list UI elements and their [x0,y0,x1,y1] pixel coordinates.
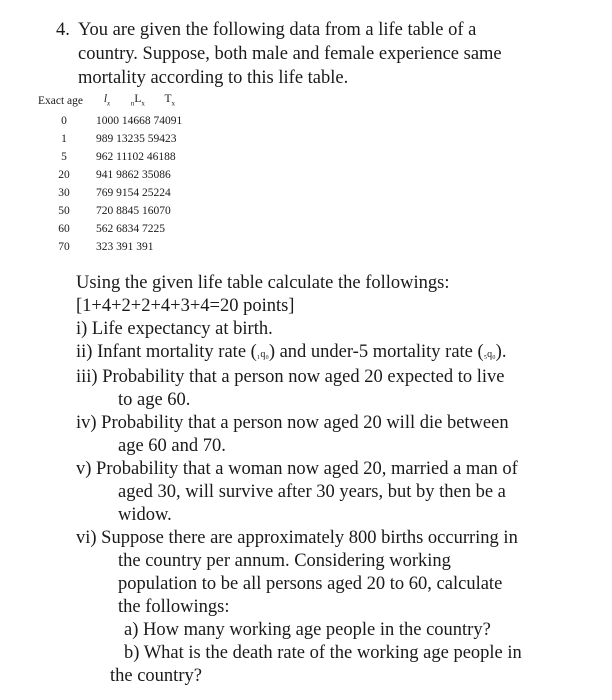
item-vi-a: a) How many working age people in the country? [124,620,491,640]
values-cell: 1000 14668 74091 [96,115,183,128]
values-cell: 769 9154 25224 [96,187,171,200]
question-text-1: You are given the following data from a life table of a [78,20,477,40]
item-iv-line-1: iv) Probability that a person now aged 20 will die between [76,413,509,433]
age-cell: 0 [61,115,67,128]
question-line-3: mortality according to this life table. [78,68,349,88]
item-iii-line-1: iii) Probability that a person now aged 20 expected to live [76,367,505,387]
age-cell: 60 [58,223,70,236]
table-row [38,220,182,238]
instructions-intro: Using the given life table calculate the followings: [76,273,450,293]
age-cell: 70 [58,241,70,254]
item-iv-line-2: age 60 and 70. [118,436,226,456]
instructions-block [76,272,596,688]
header-lx: $l_x$ [103,93,111,108]
item-vi-line-3: population to be all persons aged 20 to 60, calculate [118,574,503,594]
age-cell: 20 [58,169,70,182]
header-nLx: $_nL_x$ [130,93,145,108]
item-v-line-2: aged 30, will survive after 30 years, but by then be a [118,482,506,502]
under5-mortality-symbol: ₅q₀ [483,349,496,360]
item-vi-line-1: vi) Suppose there are approximately 800 births occurring in [76,528,518,548]
points-breakdown: [1+4+2+2+4+3+4=20 points] [76,296,295,316]
item-vi-line-4: the followings: [118,597,230,617]
age-cell: 5 [61,151,67,164]
question-line-2: country. Suppose, both male and female experience same [78,44,502,64]
item-v-line-1: v) Probability that a woman now aged 20, married a man of [76,459,518,479]
header-columns [96,90,182,112]
header-exact-age: Exact age [38,95,84,108]
item-vi-b: b) What is the death rate of the working age people in [124,643,522,663]
values-cell: 989 13235 59423 [96,133,177,146]
item-v-line-3: widow. [118,505,172,525]
item-vi-b-line-2: the country? [110,666,202,686]
item-vi-line-2: the country per annum. Considering working [118,551,451,571]
age-cell: 1 [61,133,67,146]
question-line-1 [56,18,586,42]
life-table [38,90,182,256]
values-cell: 720 8845 16070 [96,205,171,218]
table-row [38,238,182,256]
age-cell: 50 [58,205,70,218]
question-number: 4. [56,20,70,40]
header-Tx: $T_x$ [164,93,176,108]
values-cell: 562 6834 7225 [96,223,165,236]
values-cell: 941 9862 35086 [96,169,171,182]
table-row [38,202,182,220]
table-row [38,166,182,184]
table-row [38,130,182,148]
age-cell: 30 [58,187,70,200]
values-cell: 962 11102 46188 [96,151,176,164]
table-row [38,184,182,202]
item-i: i) Life expectancy at birth. [76,319,273,339]
item-iii-line-2: to age 60. [118,390,191,410]
item-ii: ii) Infant mortality rate (₁q₀) and under-5 mortality rate (₅q₀). [76,342,507,362]
question-statement [56,18,586,90]
infant-mortality-symbol: ₁q₀ [256,349,269,360]
table-row [38,112,182,130]
values-cell: 323 391 391 [96,241,154,254]
table-row [38,148,182,166]
life-table-header-row [38,90,182,112]
